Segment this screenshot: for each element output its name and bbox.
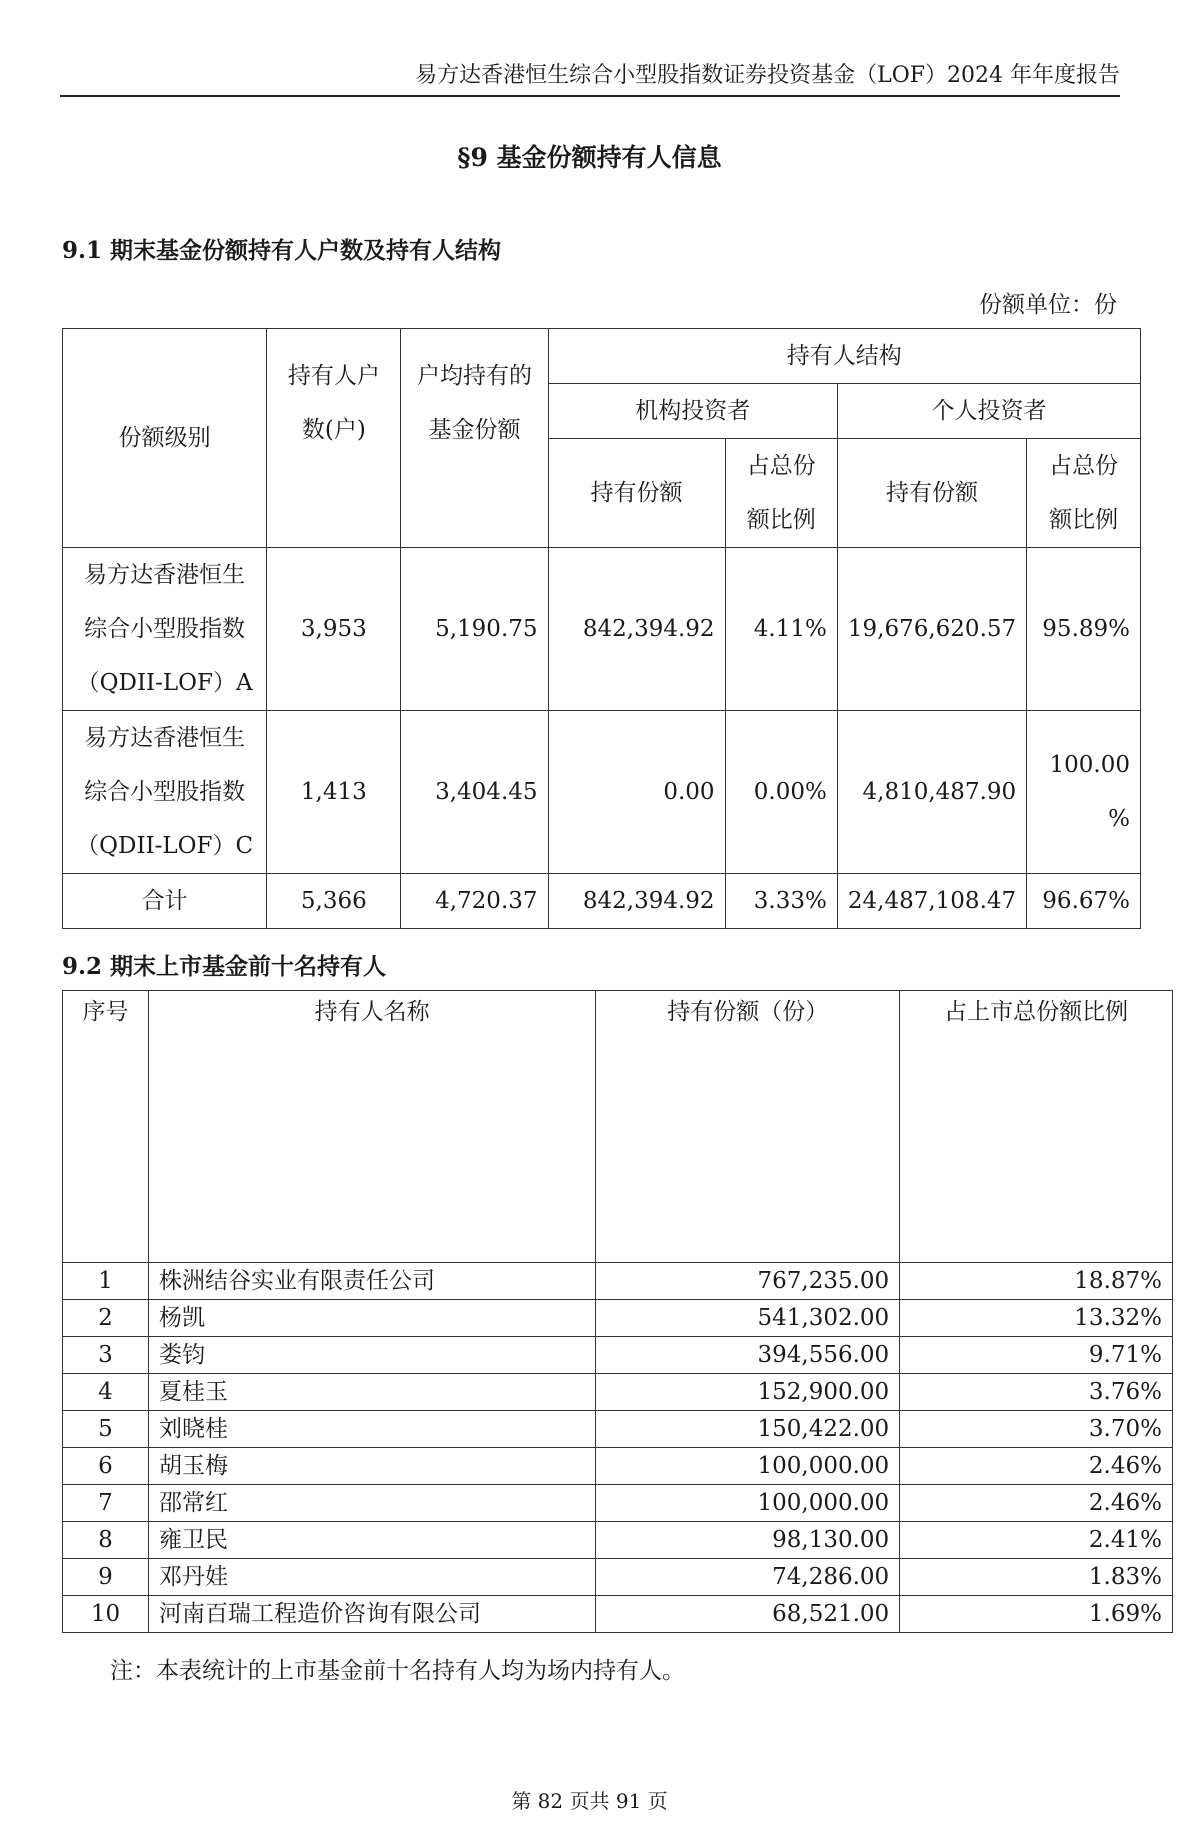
holder-name: 河南百瑞工程造价咨询有限公司	[148, 1596, 595, 1633]
holders-count: 3,953	[267, 548, 401, 711]
holder-name: 邵常红	[148, 1485, 595, 1522]
holder-ratio: 9.71%	[900, 1337, 1173, 1374]
table-row	[63, 1374, 1173, 1411]
holder-shares: 150,422.00	[596, 1411, 900, 1448]
table-row	[63, 711, 1141, 874]
header-avg-shares: 户均持有的 基金份额	[401, 329, 548, 548]
holder-ratio: 2.46%	[900, 1448, 1173, 1485]
holder-ratio: 3.70%	[900, 1411, 1173, 1448]
inst-shares: 842,394.92	[548, 874, 725, 929]
holders-count: 1,413	[267, 711, 401, 874]
row-no: 5	[63, 1411, 149, 1448]
header-no: 序号	[63, 991, 149, 1263]
holder-shares: 152,900.00	[596, 1374, 900, 1411]
holder-shares: 100,000.00	[596, 1485, 900, 1522]
holder-ratio: 13.32%	[900, 1300, 1173, 1337]
holder-ratio: 1.83%	[900, 1559, 1173, 1596]
table-row	[63, 1263, 1173, 1300]
inst-ratio: 4.11%	[725, 548, 837, 711]
share-class-name: 易方达香港恒生 综合小型股指数 （QDII-LOF）C	[63, 711, 267, 874]
total-label: 合计	[63, 874, 267, 929]
row-no: 8	[63, 1522, 149, 1559]
holder-name: 夏桂玉	[148, 1374, 595, 1411]
table-row	[63, 1596, 1173, 1633]
avg-shares: 5,190.75	[401, 548, 548, 711]
holder-shares: 394,556.00	[596, 1337, 900, 1374]
ind-ratio: 95.89%	[1027, 548, 1141, 711]
page-footer: 第 82 页共 91 页	[511, 1789, 668, 1813]
holder-shares: 100,000.00	[596, 1448, 900, 1485]
holder-name: 株洲结谷实业有限责任公司	[148, 1263, 595, 1300]
header-inst-shares: 持有份额	[548, 439, 725, 548]
holder-shares: 74,286.00	[596, 1559, 900, 1596]
header-ratio: 占上市总份额比例	[900, 991, 1173, 1263]
table-row	[63, 1300, 1173, 1337]
section-9-1-title: 9.1 期末基金份额持有人户数及持有人结构	[62, 237, 502, 264]
share-class-name: 易方达香港恒生 综合小型股指数 （QDII-LOF）A	[63, 548, 267, 711]
holder-name: 杨凯	[148, 1300, 595, 1337]
holder-shares: 767,235.00	[596, 1263, 900, 1300]
header-holder-name: 持有人名称	[148, 991, 595, 1263]
row-no: 9	[63, 1559, 149, 1596]
section-9-2-title: 9.2 期末上市基金前十名持有人	[62, 953, 387, 980]
holder-shares: 541,302.00	[596, 1300, 900, 1337]
table-row	[63, 548, 1141, 711]
inst-shares: 842,394.92	[548, 548, 725, 711]
table-note: 注：本表统计的上市基金前十名持有人均为场内持有人。	[110, 1658, 685, 1684]
unit-label: 份额单位：份	[979, 292, 1117, 318]
row-no: 2	[63, 1300, 149, 1337]
header-share-class: 份额级别	[63, 329, 267, 548]
holder-name: 胡玉梅	[148, 1448, 595, 1485]
holder-name: 娄钧	[148, 1337, 595, 1374]
row-no: 7	[63, 1485, 149, 1522]
holders-count: 5,366	[267, 874, 401, 929]
avg-shares: 4,720.37	[401, 874, 548, 929]
inst-ratio: 0.00%	[725, 711, 837, 874]
header-institutional: 机构投资者	[548, 384, 837, 439]
ind-ratio: 100.00 %	[1027, 711, 1141, 874]
holder-structure-table	[62, 328, 1141, 929]
holder-ratio: 2.46%	[900, 1485, 1173, 1522]
page-header: 易方达香港恒生综合小型股指数证券投资基金（LOF）2024 年年度报告	[60, 58, 1120, 97]
header-shares: 持有份额（份）	[596, 991, 900, 1263]
table-row	[63, 1559, 1173, 1596]
row-no: 6	[63, 1448, 149, 1485]
avg-shares: 3,404.45	[401, 711, 548, 874]
header-individual: 个人投资者	[837, 384, 1140, 439]
holder-shares: 68,521.00	[596, 1596, 900, 1633]
holder-ratio: 18.87%	[900, 1263, 1173, 1300]
inst-ratio: 3.33%	[725, 874, 837, 929]
section-title: §9 基金份额持有人信息	[457, 143, 722, 172]
row-no: 3	[63, 1337, 149, 1374]
table-row	[63, 1522, 1173, 1559]
inst-shares: 0.00	[548, 711, 725, 874]
header-ind-ratio: 占总份 额比例	[1027, 439, 1141, 548]
table-row	[63, 1411, 1173, 1448]
row-no: 10	[63, 1596, 149, 1633]
ind-shares: 19,676,620.57	[837, 548, 1026, 711]
holder-name: 邓丹娃	[148, 1559, 595, 1596]
holder-ratio: 3.76%	[900, 1374, 1173, 1411]
holder-name: 雍卫民	[148, 1522, 595, 1559]
holder-ratio: 2.41%	[900, 1522, 1173, 1559]
row-no: 4	[63, 1374, 149, 1411]
ind-shares: 24,487,108.47	[837, 874, 1026, 929]
header-holders: 持有人户 数(户)	[267, 329, 401, 548]
holder-name: 刘晓桂	[148, 1411, 595, 1448]
table-row	[63, 1448, 1173, 1485]
table-row	[63, 1485, 1173, 1522]
row-no: 1	[63, 1263, 149, 1300]
ind-shares: 4,810,487.90	[837, 711, 1026, 874]
total-row	[63, 874, 1141, 929]
table-row	[63, 1337, 1173, 1374]
header-inst-ratio: 占总份 额比例	[725, 439, 837, 548]
ind-ratio: 96.67%	[1027, 874, 1141, 929]
header-holder-structure: 持有人结构	[548, 329, 1140, 384]
holder-shares: 98,130.00	[596, 1522, 900, 1559]
holder-ratio: 1.69%	[900, 1596, 1173, 1633]
top-ten-holders-table	[62, 990, 1173, 1633]
header-ind-shares: 持有份额	[837, 439, 1026, 548]
